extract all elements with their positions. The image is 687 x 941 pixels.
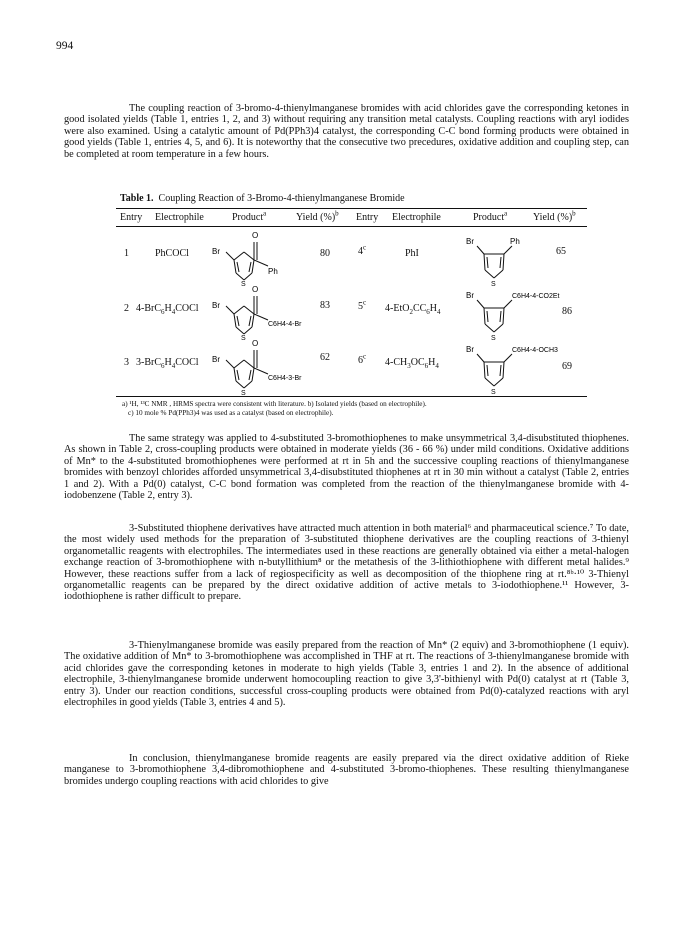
header-yield-right bbox=[533, 209, 576, 223]
row3-entry-right bbox=[358, 352, 367, 366]
row2-entry-right-number: 5 bbox=[358, 301, 363, 312]
header-entry-right: Entry bbox=[356, 212, 379, 223]
header-product-left-note: a bbox=[263, 209, 267, 218]
row3-electrophile-left: $3-BrC_6H_4COCl$ bbox=[136, 357, 199, 370]
table-bottom-rule bbox=[116, 396, 587, 397]
header-product-left bbox=[232, 209, 267, 223]
row1-yield-right: 65 bbox=[556, 246, 566, 257]
row2-electrophile-right: $4-EtO_2CC_6H_4$ bbox=[385, 303, 441, 316]
row1-entry-right bbox=[358, 243, 367, 257]
header-yield-right-label: Yield (%) bbox=[533, 212, 573, 223]
row1-left-substituent: Ph bbox=[268, 267, 278, 276]
row3-entry-left: 3 bbox=[124, 357, 129, 368]
paragraph-5: In conclusion, thienylmanganese bromide reagents are easily prepared via the direct oxidative addition of Rieke manganese to 3-bromothiophene 3,4-dibromothiophene and 4-substituted 3-bromo-thiophenes. These resulting thienylmanganese bromides undergo coupling reactions with acid chlorides to give bbox=[64, 753, 629, 787]
row1-left-sulfur-label: S bbox=[241, 281, 246, 288]
row3-entry-right-note: c bbox=[363, 352, 367, 361]
row2-entry-right-note: c bbox=[363, 298, 367, 307]
row2-left-sulfur-label: S bbox=[241, 335, 246, 342]
table-footnote-c: c) 10 mole % Pd(PPh3)4 was used as a catalyst (based on electrophile). bbox=[128, 409, 334, 417]
header-yield-left bbox=[296, 209, 339, 223]
row3-right-bromo-label: Br bbox=[466, 345, 474, 354]
row3-right-substituent: C6H4-4-OCH3 bbox=[512, 347, 558, 354]
row1-left-oxygen-label: O bbox=[252, 231, 259, 240]
row3-electrophile-right: $4-CH_3OC_6H_4$ bbox=[385, 357, 439, 370]
row1-entry-right-number: 4 bbox=[358, 246, 363, 257]
header-yield-right-note: b bbox=[572, 209, 576, 218]
header-product-right bbox=[473, 209, 508, 223]
row1-product-right-structure bbox=[462, 232, 532, 288]
row2-right-sulfur-label: S bbox=[491, 335, 496, 342]
table-top-rule bbox=[116, 208, 587, 209]
header-yield-left-note: b bbox=[335, 209, 339, 218]
row3-left-sulfur-label: S bbox=[241, 390, 246, 397]
header-product-left-label: Product bbox=[232, 212, 264, 223]
row2-product-right-structure bbox=[462, 286, 572, 342]
table-caption bbox=[120, 193, 405, 204]
table-header-rule bbox=[116, 226, 587, 227]
row1-right-bromo-label: Br bbox=[466, 237, 474, 246]
row2-product-left-structure bbox=[212, 284, 308, 340]
paragraph-4: 3-Thienylmanganese bromide was easily prepared from the reaction of Mn* (2 equiv) and 3-bromothiophene (1 equiv). The oxidative addition of Mn* to 3-bromothiophene was accomplished in THF at rt. The reactions of 3-thienylmanganese bromide with acid chlorides gave the corresponding ketones in moderate to high yields (Table 3, entries 1 and 2). In the absence of additional electrophile, 3-thienylmanganese bromide underwent homocoupling reaction to give 3,3'-bithienyl with Pd(0) catalyst at rt (Table 3, entry 3). Under our reaction conditions, successful cross-coupling products were obtained from Pd(0)-catalyzed reactions with aryl electrophiles in good yields (Table 3, entries 4 and 5). bbox=[64, 640, 629, 709]
row1-left-bromo-label: Br bbox=[212, 247, 220, 256]
row3-product-right-structure bbox=[462, 340, 572, 396]
row1-electrophile-right: PhI bbox=[405, 248, 419, 259]
row3-left-oxygen-label: O bbox=[252, 339, 259, 348]
row2-right-bromo-label: Br bbox=[466, 291, 474, 300]
header-electrophile-left: Electrophile bbox=[155, 212, 204, 223]
row3-left-bromo-label: Br bbox=[212, 355, 220, 364]
row2-left-oxygen-label: O bbox=[252, 285, 259, 294]
table-footnote-ab: a) ¹H, ¹³C NMR , HRMS spectra were consistent with literature. b) Isolated yields (based on electrophile). bbox=[122, 400, 427, 408]
row2-entry-right bbox=[358, 298, 367, 312]
row2-yield-right: 86 bbox=[562, 306, 572, 317]
header-product-right-label: Product bbox=[473, 212, 505, 223]
row1-entry-left: 1 bbox=[124, 248, 129, 259]
row2-right-substituent: C6H4-4-CO2Et bbox=[512, 293, 560, 300]
row1-right-substituent: Ph bbox=[510, 237, 520, 246]
row1-entry-right-note: c bbox=[363, 243, 367, 252]
row1-product-left-structure bbox=[212, 230, 292, 286]
row3-product-left-structure bbox=[212, 338, 308, 396]
page-number: 994 bbox=[56, 40, 74, 52]
row3-entry-right-number: 6 bbox=[358, 355, 363, 366]
row3-yield-left: 62 bbox=[320, 352, 330, 363]
row3-right-sulfur-label: S bbox=[491, 389, 496, 396]
header-product-right-note: a bbox=[504, 209, 508, 218]
intro-paragraph: The coupling reaction of 3-bromo-4-thienylmanganese bromides with acid chlorides gave the corresponding ketones in good isolated yields (Table 1, entries 1, 2, and 3) without requiring any transition metal catalysts. Coupling reactions with aryl iodides were also examined. Using a catalytic amount of Pd(PPh3)4 catalyst, the corresponding C-C bond forming products were obtained in good yields (Table 1, entries 4, 5, and 6). It is noteworthy that the consecutive two precedures, oxidative addition and coupling step, can be completed at room temperature in a few hours. bbox=[64, 103, 629, 160]
row1-electrophile-left: PhCOCl bbox=[155, 248, 189, 259]
header-electrophile-right: Electrophile bbox=[392, 212, 441, 223]
row2-left-bromo-label: Br bbox=[212, 301, 220, 310]
row2-electrophile-left: $4-BrC_6H_4COCl$ bbox=[136, 303, 199, 316]
row1-right-sulfur-label: S bbox=[491, 281, 496, 288]
table-caption-label: Table 1. bbox=[120, 193, 154, 204]
row2-entry-left: 2 bbox=[124, 303, 129, 314]
header-yield-left-label: Yield (%) bbox=[296, 212, 336, 223]
header-entry-left: Entry bbox=[120, 212, 143, 223]
table-caption-text: Coupling Reaction of 3-Bromo-4-thienylmanganese Bromide bbox=[158, 193, 405, 204]
paragraph-2: The same strategy was applied to 4-substituted 3-bromothiophenes to make unsymmetrical 3,4-disubstituted thiophenes. As shown in Table 2, cross-coupling products were obtained in moderate yields (36 - 66 %) under mild conditions. Oxidative additions of Mn* to the 4-substituted bromothiophenes were performed at rt in 5h and the successive coupling reactions of thienylmanganese bromides with benzoyl chlorides afforded unsymmetrical 3,4-disubstituted thiophenes at rt in 30 min without a catalyst (Table 2, entries 1 and 2). With a Pd(0) catalyst, C-C bond formation was completed from the reaction of the thienylmanganese bromide with 4-iodobenzene (Table 2, entry 3). bbox=[64, 433, 629, 502]
row3-yield-right: 69 bbox=[562, 361, 572, 372]
row1-yield-left: 80 bbox=[320, 248, 330, 259]
row2-left-substituent: C6H4-4-Br bbox=[268, 321, 302, 328]
paragraph-3: 3-Substituted thiophene derivatives have attracted much attention in both material⁶ and pharmaceutical science.⁷ To date, the most widely used methods for the preparation of 3-substituted thiophene derivatives are the coupling reactions of 3-thienyl organometallic reagents with electrophiles. The intermediates used in these reactions are generally obtained via either a metal-halogen exchange reaction of 3-bromothiophene with n-butyllithium⁸ or the metathesis of the 3-lithiothiophene with different metal halides.⁹ However, these reactions suffer from a lack of regiospecificity as well as decomposition of the thiophene ring at rt.⁸ᵇ·¹⁰ 3-Thienyl organometallic reagents can be prepared by the direct oxidative addition of active metals to 3-iodothiophene.¹¹ However, 3-iodothiophene is rather difficult to prepare. bbox=[64, 523, 629, 603]
row2-yield-left: 83 bbox=[320, 300, 330, 311]
row3-left-substituent: C6H4-3-Br bbox=[268, 375, 302, 382]
